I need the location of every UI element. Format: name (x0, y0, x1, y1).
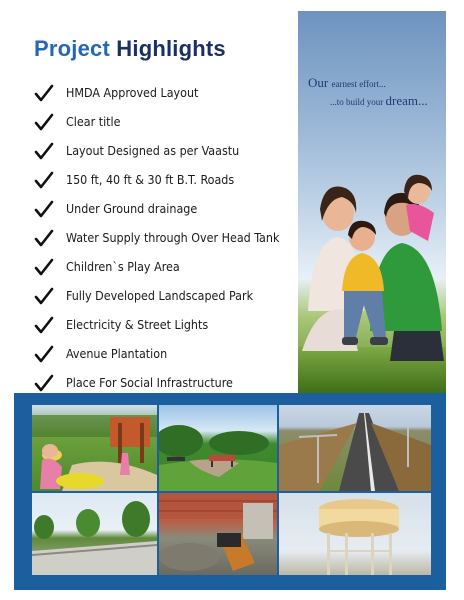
highlight-label: Clear title (66, 114, 121, 129)
highlight-label: Fully Developed Landscaped Park (66, 288, 254, 303)
check-icon (34, 344, 54, 364)
list-item (34, 281, 294, 310)
check-icon (34, 170, 54, 190)
highlights-list (34, 78, 294, 397)
list-item (34, 339, 294, 368)
photo-drainage (159, 493, 277, 575)
tagline-our: Our (308, 75, 329, 90)
highlight-label: 150 ft, 40 ft & 30 ft B.T. Roads (66, 172, 235, 187)
highlight-label: Electricity & Street Lights (66, 317, 209, 332)
highlight-label: Layout Designed as per Vaastu (66, 143, 240, 158)
check-icon (34, 228, 54, 248)
check-icon (34, 257, 54, 277)
title-word-highlights: Highlights (116, 36, 226, 61)
highlight-label: HMDA Approved Layout (66, 85, 199, 100)
tagline (308, 75, 428, 109)
list-item (34, 78, 294, 107)
photo-water-tank (279, 493, 431, 575)
check-icon (34, 373, 54, 393)
check-icon (34, 199, 54, 219)
check-icon (34, 315, 54, 335)
project-photos-panel (14, 393, 446, 590)
highlight-label: Water Supply through Over Head Tank (66, 230, 280, 245)
page-title (34, 36, 226, 62)
list-item (34, 107, 294, 136)
tagline-build: ...to build your (330, 97, 384, 107)
list-item (34, 223, 294, 252)
highlight-label: Avenue Plantation (66, 346, 168, 361)
photo-avenue (32, 493, 157, 575)
tagline-effort: earnest effort... (331, 79, 386, 89)
highlight-label: Under Ground drainage (66, 201, 198, 216)
check-icon (34, 141, 54, 161)
list-item (34, 165, 294, 194)
family-photo-panel (298, 11, 446, 393)
photo-park (159, 405, 277, 491)
list-item (34, 136, 294, 165)
photo-road (279, 405, 431, 491)
highlight-label: Children`s Play Area (66, 259, 180, 274)
family-illustration (298, 161, 446, 361)
check-icon (34, 83, 54, 103)
title-word-project: Project (34, 36, 110, 61)
list-item (34, 252, 294, 281)
list-item (34, 194, 294, 223)
highlight-label: Place For Social Infrastructure (66, 375, 233, 390)
check-icon (34, 112, 54, 132)
list-item (34, 310, 294, 339)
check-icon (34, 286, 54, 306)
tagline-dream: dream... (385, 93, 428, 108)
photo-playground (32, 405, 157, 491)
